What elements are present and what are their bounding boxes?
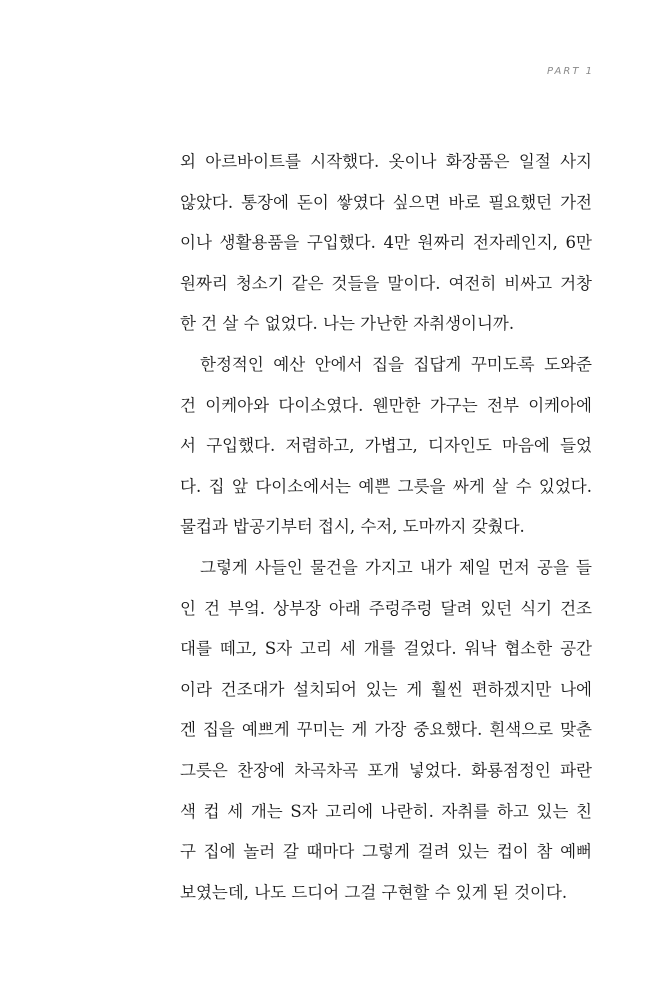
text-line: 겐 집을 예쁘게 꾸미는 게 가장 중요했다. 흰색으로 맞춘: [180, 720, 592, 740]
text-line: 다. 집 앞 다이소에서는 예쁜 그릇을 싸게 살 수 있었다.: [180, 476, 592, 496]
text-line: 보였는데, 나도 드디어 그걸 구현할 수 있게 된 것이다.: [180, 882, 568, 902]
text-line: 그릇은 찬장에 차곡차곡 포개 넣었다. 화룡점정인 파란: [180, 760, 592, 780]
body-text: [180, 148, 592, 919]
text-line: 한정적인 예산 안에서 집을 집답게 꾸미도록 도와준: [200, 354, 592, 374]
text-line: 원짜리 청소기 같은 것들을 말이다. 여전히 비싸고 거창: [180, 273, 592, 293]
text-line: 이나 생활용품을 구입했다. 4만 원짜리 전자레인지, 6만: [180, 233, 592, 253]
text-line: 대를 떼고, S자 고리 세 개를 걸었다. 워낙 협소한 공간: [180, 639, 592, 659]
text-line: 인 건 부엌. 상부장 아래 주렁주렁 달려 있던 식기 건조: [180, 598, 592, 618]
text-line: 이라 건조대가 설치되어 있는 게 훨씬 편하겠지만 나에: [180, 679, 592, 699]
text-line: 외 아르바이트를 시작했다. 옷이나 화장품은 일절 사지: [180, 152, 592, 171]
text-line: 한 건 살 수 없었다. 나는 가난한 자취생이니까.: [180, 314, 515, 334]
text-line: 않았다. 통장에 돈이 쌓였다 싶으면 바로 필요했던 가전: [180, 192, 592, 212]
text-line: 서 구입했다. 저렴하고, 가볍고, 디자인도 마음에 들었: [180, 436, 592, 456]
text-line: 색 컵 세 개는 S자 고리에 나란히. 자취를 하고 있는 친: [180, 801, 592, 821]
text-line: 그렇게 사들인 물건을 가지고 내가 제일 먼저 공을 들: [200, 557, 592, 577]
running-head: PART 1: [547, 66, 594, 77]
text-line: 구 집에 놀러 갈 때마다 그렇게 걸려 있는 컵이 참 예뻐: [180, 842, 592, 862]
text-line: 건 이케아와 다이소였다. 웬만한 가구는 전부 이케아에: [180, 395, 592, 415]
text-line: 물컵과 밥공기부터 접시, 수저, 도마까지 갖췄다.: [180, 517, 525, 537]
